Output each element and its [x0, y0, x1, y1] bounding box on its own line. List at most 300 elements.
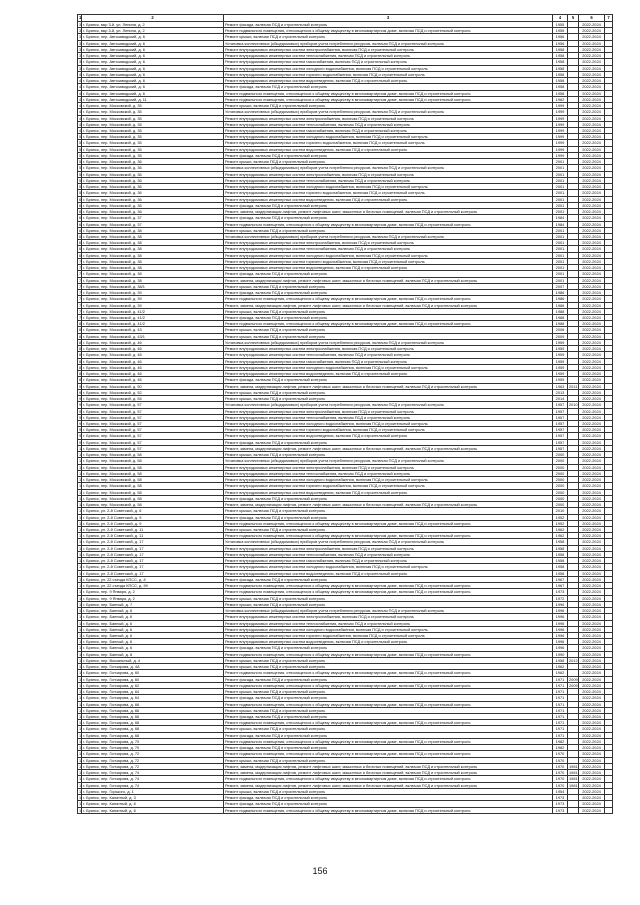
row-number-cell: 5 [79, 171, 82, 177]
repair-year-cell: 2009 [569, 682, 578, 688]
period-cell: 2022-2024 [579, 483, 605, 489]
build-year-cell: 2000 [553, 458, 568, 464]
row-number-cell: 1 [79, 788, 82, 794]
address-cell: г. Брянск, пер. Канатный, д. 3 [82, 795, 224, 801]
address-cell: г. Брянск, мкр 3-й, ул. Ленина, д. 2 [82, 28, 224, 34]
address-cell: г. Брянск, пер. Московский, д. 36 [82, 190, 224, 196]
period-cell: 2022-2024 [579, 209, 605, 215]
address-cell: г. Брянск, пер. Вокзальный, д. 4 [82, 657, 224, 663]
build-year-cell: 1996 [553, 645, 568, 651]
period-cell: 2022-2024 [579, 364, 605, 370]
period-cell: 2022-2024 [579, 445, 605, 451]
address-cell: г. Брянск, ул. 2-й Советский, д. 17 [82, 570, 224, 576]
build-year-cell: 1982 [553, 745, 568, 751]
row-number-cell: 8 [79, 339, 82, 345]
row-number-cell: 9 [79, 408, 82, 414]
build-year-cell: 1986 [553, 296, 568, 302]
row-number-cell: 7 [79, 315, 82, 321]
row-number-cell: 1 [79, 695, 82, 701]
work-type-cell: Установка коллективных (общедомовых) приборов учета потребления ресурсов, включая ПСД и строительный контроль [224, 233, 553, 239]
period-cell: 2022-2024 [579, 470, 605, 476]
row-number-cell: 1 [79, 514, 81, 520]
build-year-cell: 1973 [553, 795, 568, 801]
row-number-cell: 1 [79, 645, 82, 651]
row-number-cell: 6 [79, 233, 82, 239]
row-number-cell: 1 [79, 632, 82, 638]
address-cell: г. Брянск, пер. Московский, д. 58 [82, 458, 224, 464]
row-number-cell: 6 [79, 202, 82, 208]
build-year-cell: 1963 [553, 383, 568, 389]
row-number-cell: 3 [79, 22, 82, 27]
period-cell: 2022-2024 [579, 745, 605, 751]
build-year-cell: 2000 [553, 495, 568, 501]
period-cell: 2022-2024 [579, 533, 605, 539]
address-cell: г. Брянск, пер. Канатный, д. 6 [82, 801, 224, 807]
document-sheet [77, 14, 612, 814]
repair-year-cell [568, 807, 579, 813]
work-type-cell: Ремонт внутридомовых инженерных систем горячего водоснабжения, включая ПСД и строительный контроль [224, 632, 553, 638]
address-cell: г. Брянск, пер. Гончарова, д. 68 [82, 720, 224, 726]
address-cell: г. Брянск, пер. Московский, д. 46 [82, 358, 224, 364]
work-type-cell: Ремонт подвального помещения, относящегося к общему имуществу в многоквартирном доме, включая ПСД и строительный контроль [224, 807, 553, 813]
period-cell: 2022-2024 [579, 626, 605, 632]
address-cell: г. Брянск, пер. Московский, д. 37 [82, 215, 224, 221]
work-type-cell: Ремонт фасада, включая ПСД и строительный контроль [224, 439, 553, 445]
work-type-cell: Ремонт крыши, включая ПСД и строительный контроль [224, 508, 553, 514]
period-cell: 2022-2024 [579, 589, 605, 595]
row-number-cell: 9 [79, 433, 82, 439]
build-year-cell: 1973 [553, 807, 568, 813]
work-type-cell: Ремонт фасада, включая ПСД и строительный контроль [224, 514, 553, 520]
row-number-cell: 1 [79, 732, 82, 738]
row-number-cell: 6 [79, 246, 82, 252]
address-cell: г. Брянск, пер. Московский, д. 57 [82, 408, 224, 414]
build-year-cell: 1971 [553, 682, 568, 688]
build-year-cell: 2007 [553, 283, 568, 289]
column-header: 2 [82, 15, 224, 22]
period-cell: 2022-2024 [579, 583, 605, 589]
address-cell: г. Брянск, пер. Московский, д. 58 [82, 495, 224, 501]
row-number-cell: 5 [79, 159, 82, 165]
build-year-cell: 1958 [553, 65, 568, 71]
period-cell: 2022-2024 [579, 46, 605, 52]
row-number-cell: 1 [79, 564, 81, 570]
work-type-cell: Ремонт фасада, включая ПСД и строительный контроль [224, 315, 553, 321]
work-type-cell: Ремонт подвального помещения, относящегося к общему имуществу в многоквартирном доме, включая ПСД и строительный контроль [224, 701, 553, 707]
period-cell: 2022-2024 [579, 601, 605, 607]
period-cell: 2022-2024 [579, 732, 605, 738]
address-cell: г. Брянск, пер. Гончарова, д. 74 [82, 776, 224, 782]
work-type-cell: Ремонт внутридомовых инженерных систем холодного водоснабжения, включая ПСД и строительный контроль [224, 134, 553, 140]
period-cell: 2022-2024 [579, 695, 605, 701]
address-cell: г. Брянск, пер. Московский, д. 57 [82, 439, 224, 445]
work-type-cell: Ремонт внутридомовых инженерных систем электроснабжения, включая ПСД и строительный контроль [224, 545, 553, 551]
period-cell: 2022-2024 [579, 65, 605, 71]
build-year-cell: 1970 [553, 776, 568, 782]
period-cell: 2022-2024 [579, 152, 605, 158]
address-cell: г. Брянск, пер. Гончарова, д. 66 [82, 701, 224, 707]
period-cell: 2022-2024 [579, 258, 605, 264]
work-type-cell: Ремонт фасада, включая ПСД и строительный контроль [224, 745, 553, 751]
build-year-cell: 2001 [553, 227, 568, 233]
build-year-cell: 1986 [553, 302, 568, 308]
build-year-cell: 2001 [553, 202, 568, 208]
period-cell: 2022-2024 [579, 464, 605, 470]
build-year-cell: 1971 [553, 707, 568, 713]
period-cell: 2022-2024 [579, 714, 605, 720]
address-cell: г. Брянск, пер. Гончарова, д. 68 [82, 726, 224, 732]
address-cell: г. Брянск, пер. Гончарова, д. 60 [82, 676, 224, 682]
build-year-cell: 1959 [553, 339, 568, 345]
work-type-cell: Ремонт фасада, включая ПСД и строительный контроль [224, 676, 553, 682]
row-number-cell: 7 [79, 302, 82, 308]
row-number-cell: 1 [79, 714, 82, 720]
work-type-cell: Ремонт внутридомовых инженерных систем водоотведения, включая ПСД и строительный контроль [224, 146, 553, 152]
period-cell: 2022-2024 [579, 495, 605, 501]
build-year-cell: 2006 [553, 327, 568, 333]
address-cell: г. Брянск, пер. Московский, д. 36 [82, 165, 224, 171]
repair-year-cell: 1981 [569, 776, 578, 782]
address-cell: г. Брянск, пер. Московский, д. 43/1 [82, 333, 224, 339]
period-cell: 2022-2024 [579, 433, 605, 439]
work-type-cell: Ремонт внутридомовых инженерных систем электроснабжения, включая ПСД и строительный контроль [224, 346, 553, 352]
build-year-cell: 1962 [553, 664, 568, 670]
period-cell: 2022-2024 [579, 283, 605, 289]
address-cell: г. Брянск, пер. Автозаводский, д. 6 [82, 59, 224, 65]
build-year-cell: 2001 [553, 165, 568, 171]
row-number-cell: 1 [79, 558, 81, 564]
period-cell: 2022-2024 [579, 539, 605, 545]
period-cell: 2022-2024 [579, 233, 605, 239]
period-cell: 2022-2024 [579, 321, 605, 327]
period-cell: 2022-2024 [579, 290, 605, 296]
build-year-cell: 2000 [553, 452, 568, 458]
row-number-cell: 4 [79, 90, 82, 96]
row-number-cell: 1 [79, 520, 81, 526]
period-cell: 2022-2024 [579, 526, 605, 532]
work-type-cell: Ремонт подвального помещения, относящегося к общему имуществу в многоквартирном доме, включая ПСД и строительный контроль [224, 738, 553, 744]
address-cell: г. Брянск, ул. 2-й Советский, д. 17 [82, 551, 224, 557]
build-year-cell: 1999 [553, 152, 568, 158]
row-number-cell: 1 [79, 464, 82, 470]
period-cell: 2022-2024 [579, 196, 605, 202]
build-year-cell: 1958 [553, 78, 568, 84]
work-type-cell: Ремонт внутридомовых инженерных систем теплоснабжения, включая ПСД и строительный контроль [224, 620, 553, 626]
row-number-cell: 9 [79, 389, 82, 395]
repair-year-cell: 2012 [569, 657, 578, 663]
row-number-cell: 8 [79, 352, 82, 358]
address-cell: г. Брянск, пер. Гончарова, д. 66 [82, 707, 224, 713]
work-type-cell: Ремонт, замена, модернизация лифтов, ремонт лифтовых шахт, машинных и блочных помещений, включая ПСД и строительный контроль [224, 763, 553, 769]
period-cell: 2022-2024 [579, 59, 605, 65]
build-year-cell: 1971 [553, 695, 568, 701]
build-year-cell: 1957 [553, 433, 568, 439]
address-cell: г. Брянск, пер. Автозаводский, д. 6 [82, 78, 224, 84]
work-type-cell: Ремонт, замена, модернизация лифтов, ремонт лифтовых шахт, машинных и блочных помещений, включая ПСД и строительный контроль [224, 770, 553, 776]
period-cell: 2022-2024 [579, 28, 605, 34]
work-type-cell: Ремонт внутридомовых инженерных систем теплоснабжения, включая ПСД и строительный контроль [224, 551, 553, 557]
work-type-cell: Установка коллективных (общедомовых) приборов учета потребления ресурсов, включая ПСД и строительный контроль [224, 402, 553, 408]
build-year-cell: 1959 [553, 352, 568, 358]
work-type-cell: Ремонт крыши, включая ПСД и строительный контроль [224, 227, 553, 233]
period-cell: 2022-2024 [579, 308, 605, 314]
period-cell: 2022-2024 [579, 227, 605, 233]
work-type-cell: Ремонт крыши, включая ПСД и строительный контроль [224, 34, 553, 40]
address-cell: г. Брянск, ул. 2-й Советский, д. 6 [82, 508, 224, 514]
row-number-cell: 4 [79, 96, 82, 102]
build-year-cell: 2000 [553, 470, 568, 476]
address-cell: г. Брянск, пер. Московский, д. 38 [82, 277, 224, 283]
period-cell: 2022-2024 [579, 651, 605, 657]
row-number-cell: 1 [79, 526, 81, 532]
row-number-cell: 1 [79, 795, 82, 801]
address-cell: г. Брянск, пер. Московский, д. 52 [82, 389, 224, 395]
period-cell: 2022-2024 [579, 801, 605, 807]
work-type-cell: Ремонт внутридомовых инженерных систем электроснабжения, включая ПСД и строительный контроль [224, 171, 553, 177]
row-number-cell: 7 [79, 296, 82, 302]
address-cell: г. Брянск, пер. Автозаводский, д. 6 [82, 34, 224, 40]
work-type-cell: Ремонт внутридомовых инженерных систем водоотведения, включая ПСД и строительный контроль [224, 433, 553, 439]
address-cell: г. Брянск, пер. Банный, д. 7 [82, 601, 224, 607]
row-number-cell: 6 [79, 209, 82, 215]
build-year-cell: 1959 [553, 371, 568, 377]
address-cell: г. Брянск, пер. Московский, д. 46 [82, 339, 224, 345]
work-type-cell: Ремонт подвального помещения, относящегося к общему имуществу в многоквартирном доме, включая ПСД и строительный контроль [224, 296, 553, 302]
address-cell: г. Брянск, пер. Банный, д. 6 [82, 626, 224, 632]
work-type-cell: Установка коллективных (общедомовых) приборов учета потребления ресурсов, включая ПСД и строительный контроль [224, 539, 553, 545]
work-type-cell: Установка коллективных (общедомовых) приборов учета потребления ресурсов, включая ПСД и строительный контроль [224, 109, 553, 115]
build-year-cell: 2001 [553, 209, 568, 215]
period-cell: 2022-2024 [579, 215, 605, 221]
build-year-cell: 1955 [553, 22, 568, 28]
address-cell: г. Брянск, пер. Гончарова, д. 4А [82, 664, 224, 670]
address-cell: г. Брянск, пер. Московский, д. 35 [82, 134, 224, 140]
work-type-cell: Ремонт внутридомовых инженерных систем теплоснабжения, включая ПСД и строительный контроль [224, 470, 553, 476]
work-type-cell: Ремонт крыши, включая ПСД и строительный контроль [224, 389, 553, 395]
address-cell: г. Брянск, пер. Московский, д. 57 [82, 414, 224, 420]
work-type-cell: Ремонт подвального помещения, относящегося к общему имуществу в многоквартирном доме, включая ПСД и строительный контроль [224, 751, 553, 757]
address-cell: г. Брянск, пер. Гончарова, д. 72 [82, 757, 224, 763]
build-year-cell: 1971 [553, 732, 568, 738]
address-cell: г. Брянск, пер. Банный, д. 6 [82, 608, 224, 614]
address-cell: г. Брянск, пер. Гончарова, д. 68 [82, 732, 224, 738]
row-number-cell: 8 [79, 346, 82, 352]
address-cell: г. Брянск, пер. Московский, д. 39 [82, 296, 224, 302]
row-number-cell: 1 [79, 738, 82, 744]
build-year-cell: 1952 [553, 514, 568, 520]
work-type-cell: Ремонт внутридомовых инженерных систем холодного водоснабжения, включая ПСД и строительный контроль [224, 65, 553, 71]
row-number-cell: 4 [79, 115, 82, 121]
work-type-cell: Ремонт внутридомовых инженерных систем горячего водоснабжения, включая ПСД и строительный контроль [224, 140, 553, 146]
build-year-cell: 1957 [553, 421, 568, 427]
row-number-cell: 7 [79, 308, 82, 314]
build-year-cell: 2001 [553, 252, 568, 258]
work-type-cell: Ремонт внутридомовых инженерных систем теплоснабжения, включая ПСД и строительный контроль [224, 352, 553, 358]
build-year-cell: 1984 [553, 221, 568, 227]
build-year-cell: 2001 [553, 233, 568, 239]
work-type-cell: Установка коллективных (общедомовых) приборов учета потребления ресурсов, включая ПСД и строительный контроль [224, 40, 553, 46]
address-cell: г. Брянск, пер. Московский, д. 58 [82, 483, 224, 489]
row-number-cell: 4 [79, 121, 82, 127]
work-type-cell: Ремонт подвального помещения, относящегося к общему имуществу в многоквартирном доме, включая ПСД и строительный контроль [224, 589, 553, 595]
address-cell: г. Брянск, ул. 2-й Советский, д. 17 [82, 558, 224, 564]
period-cell: 2022-2024 [579, 576, 605, 582]
build-year-cell: 1984 [553, 215, 568, 221]
build-year-cell: 2013 [553, 389, 568, 395]
address-cell: г. Брянск, пер. Автозаводский, д. 6 [82, 65, 224, 71]
period-cell: 2022-2024 [579, 383, 605, 389]
work-type-cell: Ремонт подвального помещения, относящегося к общему имуществу в многоквартирном доме, включая ПСД и строительный контроль [224, 321, 553, 327]
work-type-cell: Ремонт, замена, модернизация лифтов, ремонт лифтовых шахт, машинных и блочных помещений, включая ПСД и строительный контроль [224, 445, 553, 451]
work-type-cell: Ремонт внутридомовых инженерных систем водоотведения, включая ПСД и строительный контроль [224, 570, 553, 576]
address-cell: г. Брянск, пер. 9 Января, д. 2 [82, 595, 224, 601]
build-year-cell: 1999 [553, 127, 568, 133]
address-cell: г. Брянск, пер. Московский, д. 50 [82, 383, 224, 389]
build-year-cell: 2001 [553, 240, 568, 246]
period-cell: 2022-2024 [579, 146, 605, 152]
period-cell: 2022-2024 [579, 664, 605, 670]
build-year-cell: 1996 [553, 632, 568, 638]
work-type-cell: Ремонт крыши, включая ПСД и строительный контроль [224, 396, 553, 402]
row-number-cell: 1 [79, 608, 82, 614]
repair-year-cell: 1981 [569, 770, 578, 776]
column-header: 1 [79, 15, 82, 20]
row-number-cell: 9 [79, 439, 82, 445]
work-type-cell: Ремонт крыши, включая ПСД и строительный контроль [224, 726, 553, 732]
period-cell: 2022-2024 [579, 402, 605, 408]
address-cell: г. Брянск, пер. Московский, д. 36 [82, 171, 224, 177]
address-cell: г. Брянск, ул. 2-й Советский, д. 17 [82, 564, 224, 570]
address-cell: г. Брянск, мкр 3-й, ул. Ленина, д. 2 [82, 22, 224, 28]
row-number-cell: 1 [79, 707, 82, 713]
build-year-cell: 2001 [553, 258, 568, 264]
work-type-cell: Ремонт фасада, включая ПСД и строительный контроль [224, 801, 553, 807]
work-type-cell: Ремонт фасада, включая ПСД и строительный контроль [224, 22, 553, 28]
build-year-cell: 2001 [553, 196, 568, 202]
row-number-cell: 5 [79, 177, 82, 183]
work-type-cell: Ремонт крыши, включая ПСД и строительный контроль [224, 526, 553, 532]
address-cell: г. Брянск, пер. Московский, д. 38 [82, 265, 224, 271]
row-number-cell: 7 [79, 265, 82, 271]
build-year-cell: 2000 [553, 502, 568, 508]
period-cell: 2022-2024 [579, 427, 605, 433]
build-year-cell: 1967 [553, 576, 568, 582]
build-year-cell: 1958 [553, 551, 568, 557]
build-year-cell: 1982 [553, 738, 568, 744]
row-number-cell: 1 [79, 470, 82, 476]
row-number-cell: 5 [79, 140, 82, 146]
work-type-cell: Ремонт внутридомовых инженерных систем холодного водоснабжения, включая ПСД и строительный контроль [224, 252, 553, 258]
column-header: 6 [579, 15, 605, 22]
address-cell: г. Брянск, пер. Московский, д. 39 [82, 302, 224, 308]
period-cell: 2022-2024 [579, 53, 605, 59]
address-cell: г. Брянск, пер. Московский, д. 38 [82, 246, 224, 252]
build-year-cell: 2001 [553, 271, 568, 277]
address-cell: г. Брянск, ул. 22 съезда КПСС, д. 59 [82, 583, 224, 589]
period-cell: 2022-2024 [579, 763, 605, 769]
work-type-cell: Ремонт крыши, включая ПСД и строительный контроль [224, 283, 553, 289]
row-number-cell: 1 [79, 477, 82, 483]
address-cell: г. Брянск, пер. Московский, д. 57 [82, 421, 224, 427]
work-type-cell: Ремонт внутридомовых инженерных систем теплоснабжения, включая ПСД и строительный контроль [224, 53, 553, 59]
build-year-cell: 1958 [553, 539, 568, 545]
build-year-cell: 1958 [553, 46, 568, 52]
address-cell: г. Брянск, пер. 9 Января, д. 2 [82, 589, 224, 595]
period-cell: 2022-2024 [579, 514, 605, 520]
build-year-cell: 1996 [553, 620, 568, 626]
work-type-cell: Ремонт крыши, включая ПСД и строительный контроль [224, 452, 553, 458]
work-type-cell: Ремонт внутридомовых инженерных систем водоотведения, включая ПСД и строительный контроль [224, 78, 553, 84]
address-cell: г. Брянск, пер. Московский, д. 35 [82, 103, 224, 109]
period-cell: 2022-2024 [579, 165, 605, 171]
row-number-cell: 1 [79, 583, 82, 589]
build-year-cell: 1970 [553, 751, 568, 757]
row-number-cell: 1 [79, 651, 82, 657]
address-cell: г. Брянск, пер. Московский, д. 58 [82, 452, 224, 458]
period-cell: 2022-2024 [579, 177, 605, 183]
period-cell: 2022-2024 [579, 377, 605, 383]
address-cell: г. Брянск, пер. Московский, д. 35 [82, 121, 224, 127]
period-cell: 2022-2024 [579, 608, 605, 614]
period-cell: 2022-2024 [579, 352, 605, 358]
period-cell: 2022-2024 [579, 190, 605, 196]
work-type-cell: Ремонт внутридомовых инженерных систем теплоснабжения, включая ПСД и строительный контроль [224, 414, 553, 420]
address-cell: г. Брянск, пер. Московский, д. 36 [82, 184, 224, 190]
address-cell: г. Брянск, пер. Банный, д. 8 [82, 651, 224, 657]
period-cell: 2022-2024 [579, 115, 605, 121]
address-cell: г. Брянск, пер. Автозаводский, д. 6 [82, 40, 224, 46]
row-number-cell: 6 [79, 240, 82, 246]
period-cell: 2022-2024 [579, 202, 605, 208]
row-number-cell: 4 [79, 78, 82, 84]
period-cell: 2022-2024 [579, 103, 605, 109]
period-cell: 2022-2024 [579, 477, 605, 483]
period-cell: 2022-2024 [579, 296, 605, 302]
column-header: 3 [224, 15, 553, 22]
build-year-cell: 2000 [553, 477, 568, 483]
period-cell: 2022-2024 [579, 707, 605, 713]
address-cell: г. Брянск, ул. 2-й Советский, д. 9 [82, 520, 224, 526]
address-cell: г. Брянск, пер. Московский, д. 57 [82, 433, 224, 439]
work-type-cell: Ремонт, замена, модернизация лифтов, ремонт лифтовых шахт, машинных и блочных помещений, включая ПСД и строительный контроль [224, 302, 553, 308]
work-type-cell: Ремонт крыши, включая ПСД и строительный контроль [224, 788, 553, 794]
period-cell: 2022-2024 [579, 34, 605, 40]
work-type-cell: Ремонт фасада, включая ПСД и строительный контроль [224, 84, 553, 90]
period-cell: 2022-2024 [579, 751, 605, 757]
address-cell: г. Брянск, пер. Банный, д. 6 [82, 620, 224, 626]
table-row [78, 807, 613, 813]
work-type-cell: Ремонт крыши, включая ПСД и строительный контроль [224, 707, 553, 713]
build-year-cell: 1999 [553, 134, 568, 140]
work-type-cell: Ремонт внутридомовых инженерных систем холодного водоснабжения, включая ПСД и строительный контроль [224, 477, 553, 483]
address-cell: г. Брянск, пер. Московский, д. 46 [82, 371, 224, 377]
period-cell: 2022-2024 [579, 551, 605, 557]
row-number-cell: 1 [79, 726, 82, 732]
row-number-cell: 1 [79, 489, 82, 495]
address-cell: г. Брянск, пер. Московский, д. 41/2 [82, 315, 224, 321]
work-type-cell: Ремонт внутридомовых инженерных систем газоснабжения, включая ПСД и строительный контроль [224, 127, 553, 133]
period-cell: 2022-2024 [579, 109, 605, 115]
address-cell: г. Брянск, пер. Гончарова, д. 74 [82, 782, 224, 788]
period-cell: 2022-2024 [579, 489, 605, 495]
period-cell: 2022-2024 [579, 40, 605, 46]
address-cell: г. Брянск, пер. Московский, д. 58 [82, 489, 224, 495]
work-type-cell: Ремонт внутридомовых инженерных систем холодного водоснабжения, включая ПСД и строительный контроль [224, 626, 553, 632]
period-cell: 2022-2024 [579, 508, 605, 514]
build-year-cell: 1958 [553, 564, 568, 570]
work-type-cell: Ремонт внутридомовых инженерных систем электроснабжения, включая ПСД и строительный контроль [224, 614, 553, 620]
row-number-cell: 3 [79, 34, 82, 40]
